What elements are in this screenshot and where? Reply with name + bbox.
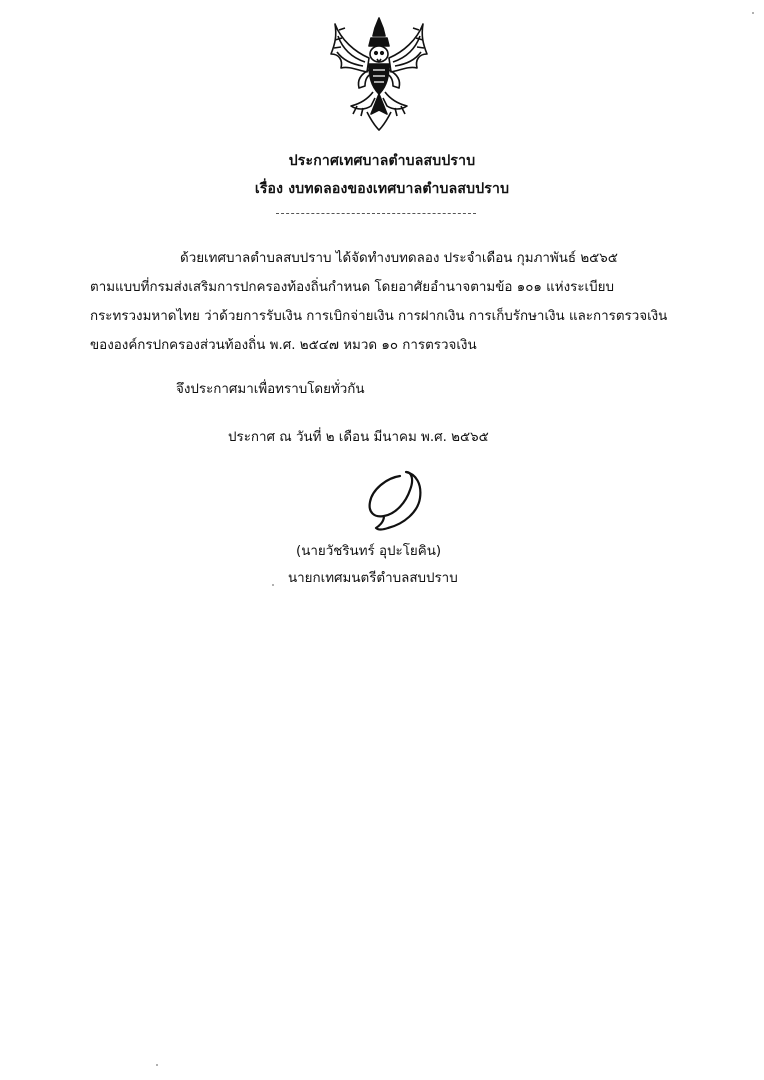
- title-divider: [276, 213, 476, 214]
- announcement-title: ประกาศเทศบาลตำบลสบปราบ: [288, 153, 476, 169]
- body-line: ตามแบบที่กรมส่งเสริมการปกครองท้องถิ่นกำหนด โดยอาศัยอำนาจตามข้อ ๑๐๑ แห่งระเบียบ: [90, 280, 614, 295]
- scan-speck: [156, 1064, 158, 1066]
- body-line: กระทรวงมหาดไทย ว่าด้วยการรับเงิน การเบิกจ่ายเงิน การฝากเงิน การเก็บรักษาเงิน และการตรวจเงิน: [90, 309, 668, 324]
- handwritten-signature-icon: [360, 468, 430, 534]
- scan-speck: [752, 12, 754, 14]
- garuda-emblem-icon: [327, 14, 431, 132]
- closing-statement: จึงประกาศมาเพื่อทราบโดยทั่วกัน: [176, 382, 365, 397]
- signer-position: นายกเทศมนตรีตำบลสบปราบ: [288, 571, 458, 586]
- signer-name: (นายวัชรินทร์ อุปะโยคิน): [296, 544, 442, 559]
- announcement-date: ประกาศ ณ วันที่ ๒ เดือน มีนาคม พ.ศ. ๒๕๖๕: [228, 430, 489, 445]
- announcement-subject: เรื่อง งบทดลองของเทศบาลตำบลสบปราบ: [254, 181, 510, 197]
- scan-speck: [272, 584, 274, 586]
- body-paragraph: [90, 244, 696, 360]
- body-line: ขององค์กรปกครองส่วนท้องถิ่น พ.ศ. ๒๕๔๗ หมวด ๑๐ การตรวจเงิน: [90, 338, 477, 353]
- body-line: ด้วยเทศบาลตำบลสบปราบ ได้จัดทำงบทดลอง ประจำเดือน กุมภาพันธ์ ๒๕๖๕: [180, 251, 618, 266]
